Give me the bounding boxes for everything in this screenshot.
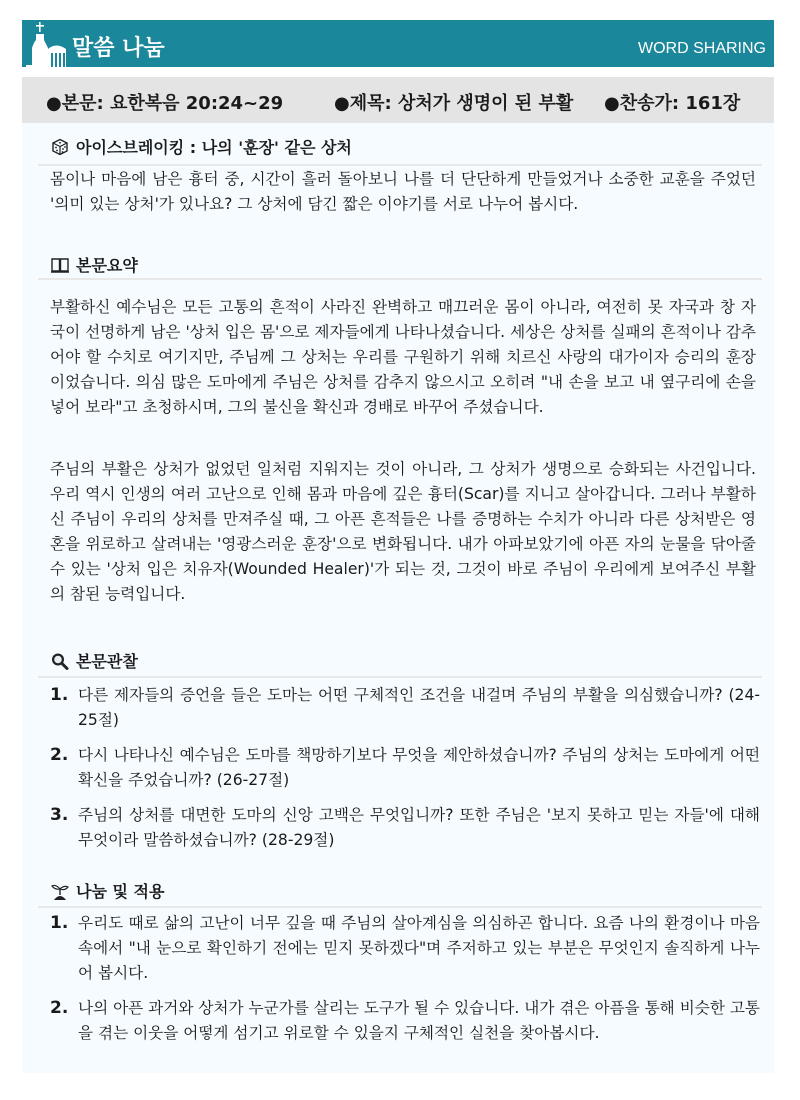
sermon-title-info: ●제목: 상처가 생명이 된 부활 (334, 93, 574, 114)
summary-paragraph-1: 부활하신 예수님은 모든 고통의 흔적이 사라진 완벽하고 매끄러운 몸이 아니라, 여전히 못 자국과 창 자국이 선명하게 남은 '상처 입은 몸'으로 제자들에게 나타나셨습니다. 세상은 상처를 실패의 흔적이나 감추어야 할 수치로 여기지만, 주님께 그 상처는 우리를 구원하기 위해 치르신 사랑의 대가이자 승리의 훈장이었습니다. 의심 많은 도마에게 주님은 상처를 감추지 않으시고 오히려 "내 손을 보고 내 옆구리에 손을 넣어 보라"고 초청하시며, 그의 불신을 확신과 경배로 바꾸어 주셨습니다. (50, 298, 756, 416)
observation-heading (50, 649, 138, 672)
icebreaking-heading (50, 135, 352, 158)
icebreaking-text: 몸이나 마음에 남은 흉터 중, 시간이 흘러 돌아보니 나를 더 단단하게 만들었거나 소중한 교훈을 주었던 '의미 있는 상처'가 있나요? 그 상처에 담긴 짧은 이야기를 서로 나누어 봅시다. (50, 170, 756, 213)
passage-info: ●본문: 요한복음 20:24~29 (46, 93, 284, 114)
magnifier-icon (50, 652, 70, 670)
observation-questions (50, 683, 760, 863)
application-question: 2. 나의 아픈 과거와 상처가 누군가를 살리는 도구가 될 수 있습니다. 내가 겪은 아픔을 통해 비슷한 고통을 겪는 이웃을 어떻게 섬기고 위로할 수 있을지 구체적인 실천을 찾아봅시다. (50, 998, 760, 1042)
application-title: 나눔 및 적용 (76, 882, 165, 901)
sprout-icon (50, 882, 70, 900)
header-subtitle: WORD SHARING (638, 40, 766, 57)
content-panel (22, 123, 774, 1073)
header-title: 말씀 나눔 (72, 36, 165, 61)
divider (38, 906, 762, 908)
divider (38, 676, 762, 678)
observation-title: 본문관찰 (76, 652, 138, 671)
divider (38, 278, 762, 280)
icebreaking-title: 아이스브레이킹 : 나의 '훈장' 같은 상처 (76, 138, 352, 157)
application-questions (50, 911, 760, 1056)
dice-icon (50, 138, 70, 156)
observation-question: 1. 다른 제자들의 증언을 들은 도마는 어떤 구체적인 조건을 내걸며 주님의 부활을 의심했습니까? (24-25절) (50, 685, 760, 729)
application-question: 1. 우리도 때로 삶의 고난이 너무 깊을 때 주님의 살아계심을 의심하곤 합니다. 요즘 나의 환경이나 마음속에서 "내 눈으로 확인하기 전에는 믿지 못하겠다"며 주저하고 있는 부분은 무엇인지 솔직하게 나누어 봅시다. (50, 913, 760, 982)
church-icon (26, 22, 70, 67)
observation-question: 3. 주님의 상처를 대면한 도마의 신앙 고백은 무엇입니까? 또한 주님은 '보지 못하고 믿는 자들'에 대해 무엇이라 말씀하셨습니까? (28-29절) (50, 805, 760, 849)
book-icon (50, 256, 70, 274)
sermon-info-bar (22, 77, 774, 123)
summary-heading (50, 253, 138, 276)
observation-question: 2. 다시 나타나신 예수님은 도마를 책망하기보다 무엇을 제안하셨습니까? 주님의 상처는 도마에게 어떤 확신을 주었습니까? (26-27절) (50, 745, 760, 789)
hymn-info: ●찬송가: 161장 (604, 93, 741, 114)
summary-paragraph-2: 주님의 부활은 상처가 없었던 일처럼 지워지는 것이 아니라, 그 상처가 생명으로 승화되는 사건입니다. 우리 역시 인생의 여러 고난으로 인해 몸과 마음에 깊은 흉터(Scar)를 지니고 살아갑니다. 그러나 부활하신 주님이 우리의 상처를 만져주실 때, 그 아픈 흔적들은 나를 증명하는 수치가 아니라 다른 상처받은 영혼을 위로하고 살려내는 '영광스러운 훈장'으로 변화됩니다. 내가 아파보았기에 아픈 자의 눈물을 닦아줄 수 있는 '상처 입은 치유자(Wounded Healer)'가 되는 것, 그것이 바로 주님이 우리에게 보여주신 부활의 참된 능력입니다. (50, 460, 756, 603)
application-heading (50, 879, 164, 902)
summary-title: 본문요약 (76, 256, 138, 275)
page-header (22, 20, 774, 67)
divider (38, 164, 762, 166)
